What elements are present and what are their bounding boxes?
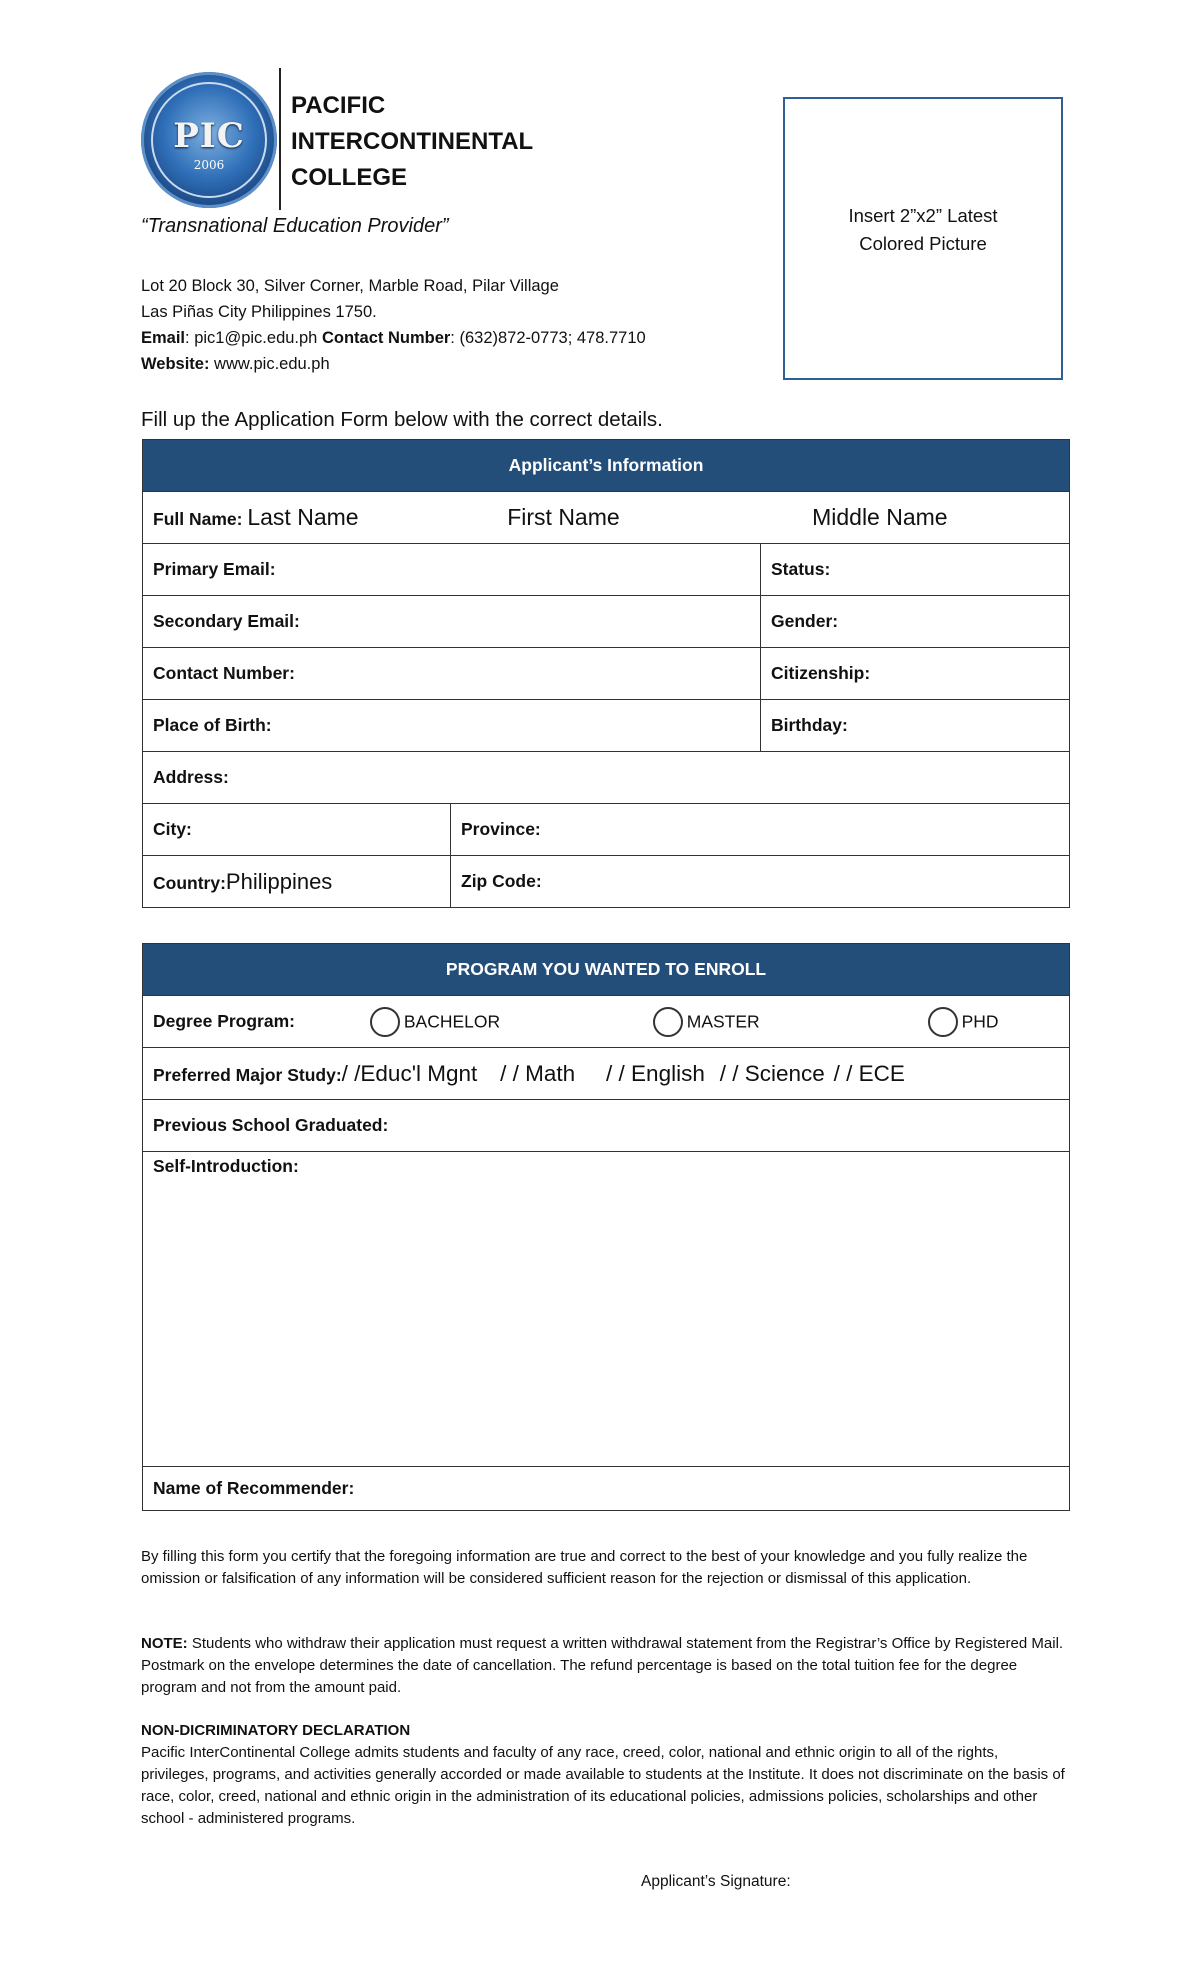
note-text: Students who withdraw their application must request a written withdrawal statement from the Registrar’s Office by Registered Mail. Postmark on the envelope determines the date of cancellation. The refund percentage is based on the total tuition fee for the degree program and not from the amount paid. — [141, 1635, 1064, 1696]
photo-line1: Insert 2”x2” Latest — [848, 205, 998, 226]
master-label: MASTER — [686, 1011, 760, 1031]
place-of-birth-field[interactable] — [143, 700, 761, 752]
email-contact-line — [141, 325, 646, 351]
zip-code-field[interactable] — [451, 856, 1070, 908]
form-instruction: Fill up the Application Form below with the correct details. — [141, 408, 663, 431]
province-label: Province: — [461, 819, 541, 839]
country-field[interactable] — [143, 856, 451, 908]
primary-email-label: Primary Email: — [153, 559, 276, 579]
email-label: Email — [141, 329, 186, 347]
photo-line2: Colored Picture — [859, 233, 987, 254]
degree-option-bachelor[interactable] — [370, 1007, 648, 1037]
bachelor-label: BACHELOR — [403, 1011, 501, 1031]
first-name-field[interactable]: First Name — [507, 504, 620, 530]
degree-option-master[interactable] — [653, 1007, 923, 1037]
status-label: Status: — [771, 559, 831, 579]
applicant-signature-label: Applicant’s Signature: — [641, 1873, 791, 1890]
major-option-educ-mgnt[interactable]: / /Educ'l Mgnt — [341, 1060, 478, 1086]
major-option-science[interactable]: / / Science — [719, 1060, 825, 1086]
note-label: NOTE: — [141, 1635, 188, 1652]
gender-label: Gender: — [771, 611, 839, 631]
master-radio[interactable] — [653, 1007, 683, 1037]
place-of-birth-label: Place of Birth: — [153, 715, 272, 735]
province-field[interactable] — [451, 804, 1070, 856]
photo-box[interactable] — [783, 97, 1063, 380]
header-divider — [279, 68, 281, 210]
college-name-line2: INTERCONTINENTAL — [291, 128, 534, 155]
college-name-line3: COLLEGE — [291, 164, 408, 191]
phd-label: PHD — [961, 1011, 999, 1031]
previous-school-label: Previous School Graduated: — [153, 1115, 389, 1135]
recommender-field[interactable] — [143, 1467, 1070, 1511]
country-label: Country: — [153, 872, 226, 893]
citizenship-field[interactable] — [761, 648, 1070, 700]
tagline: “Transnational Education Provider” — [141, 215, 449, 237]
non-discriminatory-title: NON-DICRIMINATORY DECLARATION — [141, 1722, 411, 1739]
previous-school-field[interactable] — [143, 1100, 1070, 1152]
address-field[interactable] — [143, 752, 1070, 804]
self-introduction-field[interactable] — [143, 1152, 1070, 1467]
major-option-english[interactable]: / / English — [606, 1060, 705, 1086]
address-label: Address: — [153, 767, 229, 787]
website-label: Website: — [141, 355, 210, 373]
recommender-label: Name of Recommender: — [153, 1478, 355, 1498]
non-discriminatory-section — [141, 1720, 1067, 1830]
major-option-math[interactable]: / / Math — [500, 1060, 576, 1086]
address-line2: Las Piñas City Philippines 1750. — [141, 303, 377, 321]
country-value[interactable]: Philippines — [225, 868, 333, 894]
email-value: : pic1@pic.edu.ph — [185, 329, 322, 347]
website-value: www.pic.edu.ph — [209, 355, 330, 373]
college-logo — [141, 72, 277, 208]
secondary-email-field[interactable] — [143, 596, 761, 648]
major-option-ece[interactable]: / / ECE — [833, 1060, 905, 1086]
address-line1: Lot 20 Block 30, Silver Corner, Marble Road, Pilar Village — [141, 277, 559, 295]
logo-mark: PIC — [173, 116, 245, 156]
photo-instructions — [785, 202, 1061, 258]
non-discriminatory-text: Pacific InterContinental College admits students and faculty of any race, creed, color, national and ethnic origin to all of the rights, privileges, programs, and activities generally accorded or made available to students at the Institute. It does not discriminate on the basis of race, color, creed, national and ethnic origin in the administration of its educational policies, admissions policies, scholarships and other school - administered programs. — [141, 1744, 1065, 1827]
birthday-label: Birthday: — [771, 715, 848, 735]
citizenship-label: Citizenship: — [771, 663, 871, 683]
secondary-email-label: Secondary Email: — [153, 611, 300, 631]
contact-block — [141, 273, 646, 377]
college-name-line1: PACIFIC — [291, 92, 386, 119]
status-field[interactable] — [761, 544, 1070, 596]
full-name-row[interactable] — [143, 492, 1070, 544]
logo-year: 2006 — [193, 158, 225, 172]
phd-radio[interactable] — [928, 1007, 958, 1037]
preferred-major-row — [143, 1048, 1070, 1100]
certification-paragraph: By filling this form you certify that the foregoing information are true and correct to the best of your knowledge and you fully realize the omission or falsification of any information will be considered sufficient reason for the rejection or dismissal of this application. — [141, 1548, 1028, 1587]
degree-option-phd[interactable] — [928, 1007, 999, 1037]
birthday-field[interactable] — [761, 700, 1070, 752]
preferred-major-label: Preferred Major Study: — [153, 1064, 342, 1085]
city-field[interactable] — [143, 804, 451, 856]
full-name-label: Full Name: — [153, 509, 243, 529]
college-name — [291, 88, 533, 196]
self-introduction-label: Self-Introduction: — [153, 1156, 299, 1176]
city-label: City: — [153, 819, 192, 839]
zip-code-label: Zip Code: — [461, 871, 542, 891]
note-paragraph — [141, 1633, 1067, 1699]
applicant-section-title: Applicant’s Information — [143, 440, 1070, 492]
applicant-info-table — [142, 439, 1070, 908]
degree-program-label: Degree Program: — [153, 1011, 295, 1031]
website-line — [141, 351, 646, 377]
bachelor-radio[interactable] — [370, 1007, 400, 1037]
contact-number-label: Contact Number: — [153, 663, 295, 683]
program-table — [142, 943, 1070, 1511]
contact-value: : (632)872-0773; 478.7710 — [450, 329, 646, 347]
middle-name-field[interactable]: Middle Name — [812, 504, 948, 530]
gender-field[interactable] — [761, 596, 1070, 648]
degree-program-row — [143, 996, 1070, 1048]
program-section-title: PROGRAM YOU WANTED TO ENROLL — [143, 944, 1070, 996]
last-name-field[interactable]: Last Name — [247, 504, 359, 530]
contact-number-field[interactable] — [143, 648, 761, 700]
primary-email-field[interactable] — [143, 544, 761, 596]
contact-label: Contact Number — [321, 329, 451, 347]
